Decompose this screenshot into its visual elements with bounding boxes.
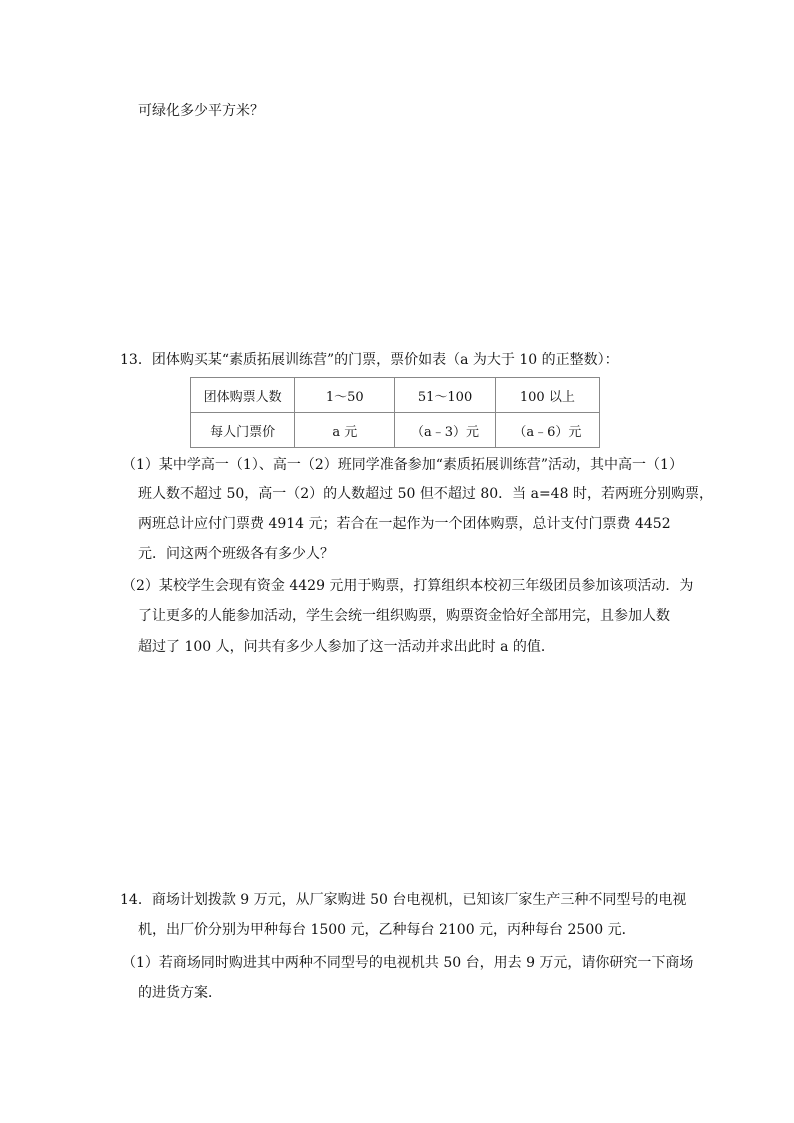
table-cell: （a﹣3）元 bbox=[395, 413, 495, 448]
q14-intro-line: 机，出厂价分别为甲种每台 1500 元，乙种每台 2100 元，丙种每台 2500 元． bbox=[138, 922, 636, 938]
paragraph-line: （2）某校学生会现有资金 4429 元用于购票，打算组织本校初三年级团员参加该项活动．为 bbox=[122, 578, 694, 594]
table-row bbox=[191, 413, 600, 448]
ticket-price-table bbox=[190, 377, 600, 448]
paragraph-line: 超过了 100 人，问共有多少人参加了这一活动并求出此时 a 的值． bbox=[138, 639, 555, 655]
table-cell: a 元 bbox=[295, 413, 395, 448]
table-row bbox=[191, 378, 600, 413]
paragraph-line: （1）某中学高一（1）、高一（2）班同学准备参加“素质拓展训练营”活动，其中高一（1） bbox=[122, 457, 683, 473]
q12-tail-text: 可绿化多少平方米？ bbox=[138, 103, 264, 119]
paragraph-line: 两班总计应付门票费 4914 元；若合在一起作为一个团体购票，总计支付门票费 4452 bbox=[138, 516, 671, 532]
paragraph-line: 的进货方案． bbox=[138, 985, 222, 1001]
table-cell: 100 以上 bbox=[495, 378, 599, 413]
paragraph-line: 班人数不超过 50，高一（2）的人数超过 50 但不超过 80．当 a=48 时，若两班分别购票， bbox=[138, 486, 713, 502]
table-cell: （a﹣6）元 bbox=[495, 413, 599, 448]
table-cell: 每人门票价 bbox=[191, 413, 295, 448]
paragraph-line: 了让更多的人能参加活动，学生会统一组织购票，购票资金恰好全部用完，且参加人数 bbox=[138, 608, 670, 624]
paragraph-line: （1）若商场同时购进其中两种不同型号的电视机共 50 台，用去 9 万元，请你研究一下商场 bbox=[122, 955, 694, 971]
q14-intro-line: 14．商场计划拨款 9 万元，从厂家购进 50 台电视机，已知该厂家生产三种不同型号的电视 bbox=[120, 892, 687, 908]
paragraph-line: 元．问这两个班级各有多少人？ bbox=[138, 546, 334, 562]
table-cell: 1～50 bbox=[295, 378, 395, 413]
table-cell: 团体购票人数 bbox=[191, 378, 295, 413]
q13-intro: 13．团体购买某“素质拓展训练营”的门票，票价如表（a 为大于 10 的正整数）： bbox=[120, 352, 619, 368]
table-cell: 51～100 bbox=[395, 378, 495, 413]
